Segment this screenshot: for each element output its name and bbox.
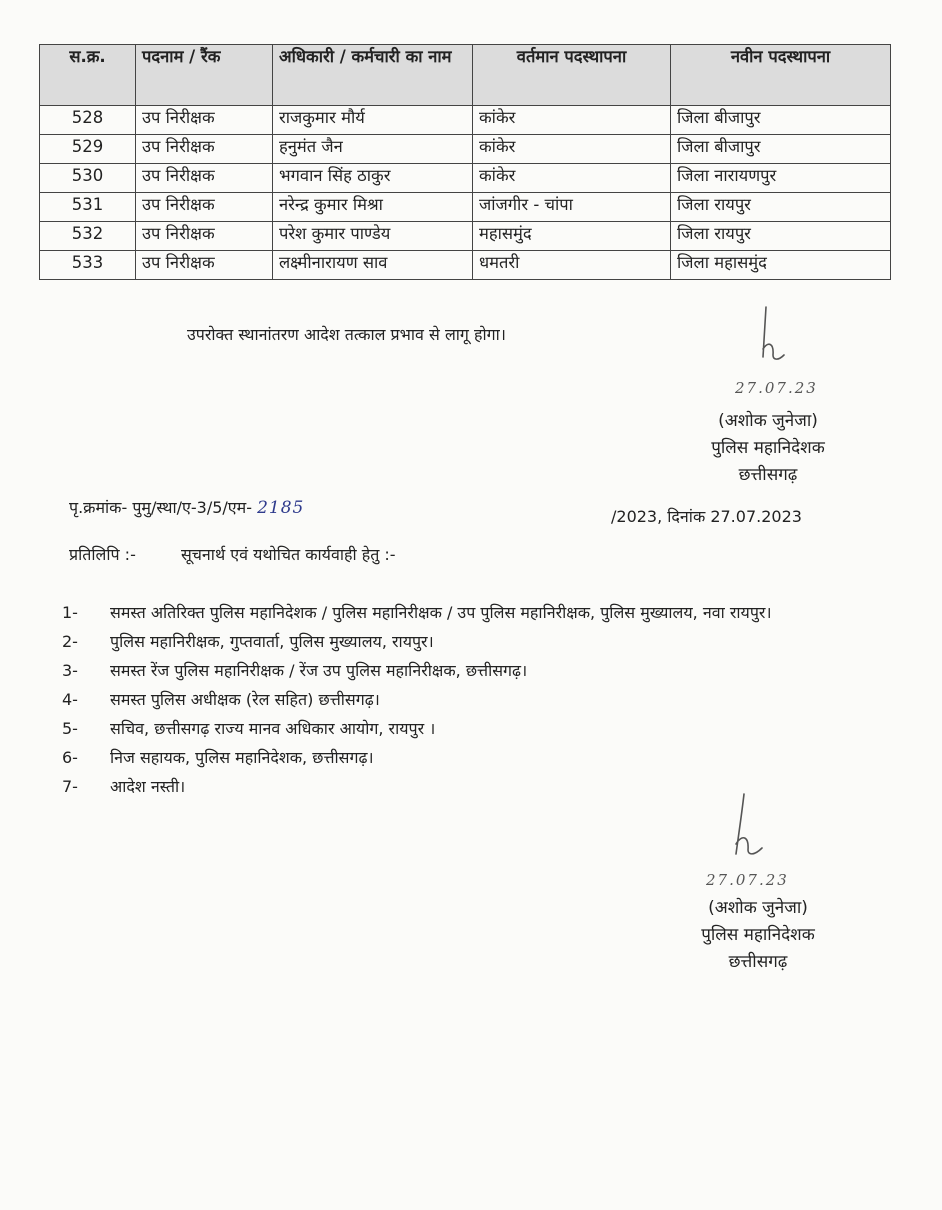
list-item (62, 718, 862, 740)
cell-new-posting: जिला रायपुर (671, 193, 891, 222)
copy-label: प्रतिलिपि :- (69, 545, 136, 564)
list-item (62, 631, 862, 653)
signatory-block-2 (673, 895, 843, 976)
effect-statement: उपरोक्त स्थानांतरण आदेश तत्काल प्रभाव से लागू होगा। (187, 325, 506, 344)
distribution-list (62, 602, 862, 805)
copy-to-line (69, 543, 396, 565)
list-item-number: 2- (62, 632, 78, 651)
list-item-text: समस्त पुलिस अधीक्षक (रेल सहित) छत्तीसगढ़। (110, 690, 380, 709)
signatory-designation: पुलिस महानिदेशक (701, 925, 815, 945)
cell-rank: उप निरीक्षक (136, 193, 273, 222)
list-item-number: 4- (62, 690, 78, 709)
cell-new-posting: जिला बीजापुर (671, 106, 891, 135)
table-row (40, 135, 891, 164)
cell-rank: उप निरीक्षक (136, 251, 273, 280)
list-item-text: निज सहायक, पुलिस महानिदेशक, छत्तीसगढ़। (110, 748, 374, 767)
cell-serial: 529 (40, 135, 136, 164)
copy-purpose: सूचनार्थ एवं यथोचित कार्यवाही हेतु :- (180, 545, 396, 564)
col-header-rank: पदनाम / रैंक (136, 45, 273, 106)
table-row (40, 222, 891, 251)
cell-new-posting: जिला नारायणपुर (671, 164, 891, 193)
signatory-state: छत्तीसगढ़ (728, 952, 788, 972)
order-date: /2023, दिनांक 27.07.2023 (611, 507, 802, 526)
cell-rank: उप निरीक्षक (136, 164, 273, 193)
signatory-designation: पुलिस महानिदेशक (711, 438, 825, 458)
cell-current-posting: कांकेर (473, 135, 671, 164)
col-header-current-posting: वर्तमान पदस्थापना (473, 45, 671, 106)
list-item (62, 602, 862, 624)
list-item-text: आदेश नस्ती। (110, 777, 186, 796)
order-number-handwritten: 2185 (257, 498, 305, 518)
list-item-text: पुलिस महानिरीक्षक, गुप्तवार्ता, पुलिस मुख्यालय, रायपुर। (110, 632, 434, 651)
list-item-number: 6- (62, 748, 78, 767)
cell-rank: उप निरीक्षक (136, 106, 273, 135)
cell-name: भगवान सिंह ठाकुर (273, 164, 473, 193)
list-item-text: समस्त रेंज पुलिस महानिरीक्षक / रेंज उप पुलिस महानिरीक्षक, छत्तीसगढ़। (110, 661, 528, 680)
list-item-text: सचिव, छत्तीसगढ़ राज्य मानव अधिकार आयोग, रायपुर । (110, 719, 436, 738)
list-item (62, 689, 862, 711)
cell-current-posting: कांकेर (473, 164, 671, 193)
table-row (40, 106, 891, 135)
cell-name: राजकुमार मौर्य (273, 106, 473, 135)
signature-date-1: 27.07.23 (735, 379, 818, 397)
cell-serial: 531 (40, 193, 136, 222)
cell-new-posting: जिला महासमुंद (671, 251, 891, 280)
list-item-text: समस्त अतिरिक्त पुलिस महानिदेशक / पुलिस महानिरीक्षक / उप पुलिस महानिरीक्षक, पुलिस मुख्यालय, नवा रायपुर। (110, 603, 772, 622)
signatory-block-1 (683, 408, 853, 489)
cell-serial: 528 (40, 106, 136, 135)
signatory-state: छत्तीसगढ़ (738, 465, 798, 485)
cell-current-posting: धमतरी (473, 251, 671, 280)
cell-new-posting: जिला रायपुर (671, 222, 891, 251)
cell-current-posting: कांकेर (473, 106, 671, 135)
list-item-number: 7- (62, 777, 78, 796)
cell-current-posting: जांजगीर - चांपा (473, 193, 671, 222)
cell-rank: उप निरीक्षक (136, 135, 273, 164)
transfer-table (39, 44, 891, 280)
table-row (40, 164, 891, 193)
col-header-name: अधिकारी / कर्मचारी का नाम (273, 45, 473, 106)
cell-rank: उप निरीक्षक (136, 222, 273, 251)
cell-name: परेश कुमार पाण्डेय (273, 222, 473, 251)
signature-scribble-2 (724, 792, 768, 862)
list-item (62, 660, 862, 682)
table-row (40, 193, 891, 222)
signature-date-2: 27.07.23 (706, 871, 789, 889)
cell-name: हनुमंत जैन (273, 135, 473, 164)
list-item-number: 3- (62, 661, 78, 680)
cell-serial: 530 (40, 164, 136, 193)
order-number (69, 496, 304, 518)
table-header-row (40, 45, 891, 106)
signatory-name: (अशोक जुनेजा) (708, 898, 808, 918)
cell-name: लक्ष्मीनारायण साव (273, 251, 473, 280)
list-item-number: 5- (62, 719, 78, 738)
cell-current-posting: महासमुंद (473, 222, 671, 251)
list-item-number: 1- (62, 603, 78, 622)
cell-serial: 532 (40, 222, 136, 251)
col-header-new-posting: नवीन पदस्थापना (671, 45, 891, 106)
signatory-name: (अशोक जुनेजा) (718, 411, 818, 431)
cell-new-posting: जिला बीजापुर (671, 135, 891, 164)
list-item (62, 747, 862, 769)
cell-serial: 533 (40, 251, 136, 280)
col-header-serial: स.क्र. (40, 45, 136, 106)
table-row (40, 251, 891, 280)
cell-name: नरेन्द्र कुमार मिश्रा (273, 193, 473, 222)
order-number-prefix: पृ.क्रमांक- पुमु/स्था/ए-3/5/एम- (69, 498, 252, 517)
signature-scribble-1 (752, 305, 792, 367)
